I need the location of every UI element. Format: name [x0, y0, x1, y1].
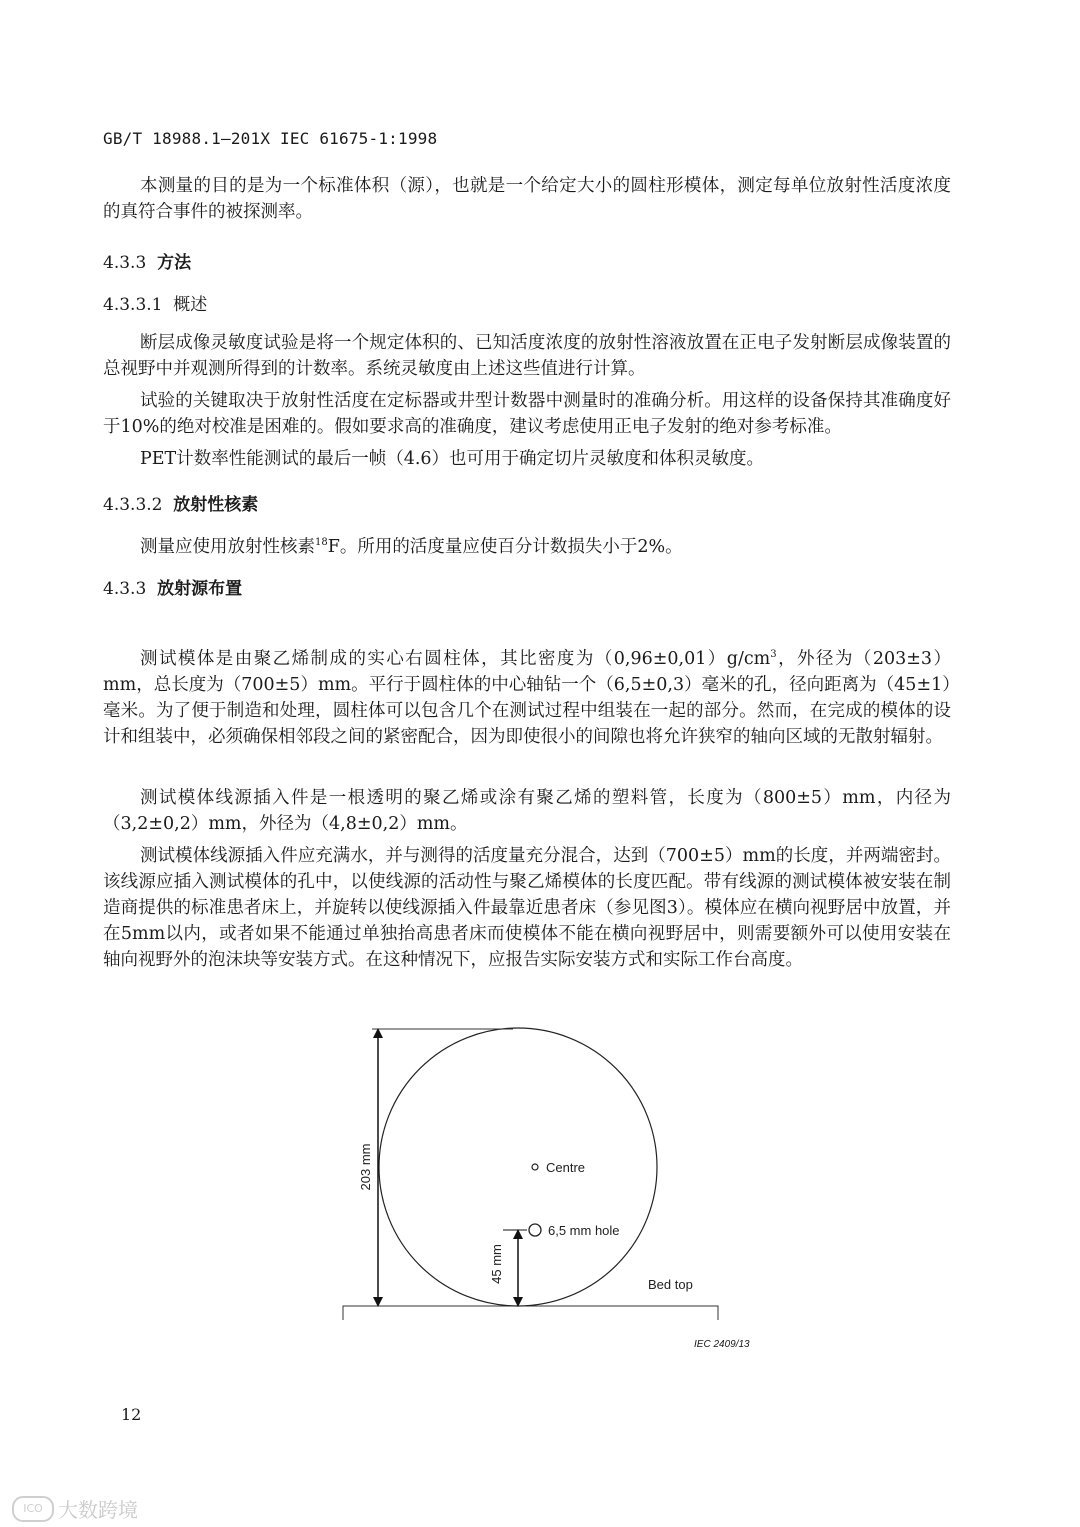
iec-figure-reference: IEC 2409/13 [694, 1339, 750, 1350]
source-paragraph-2: 测试模体线源插入件是一根透明的聚乙烯或涂有聚乙烯的塑料管，长度为（800±5）mm，内径为（3,2±0,2）mm，外径为（4,8±0,2）mm。 [103, 788, 951, 834]
heading-general [103, 290, 207, 315]
bed-rectangle [343, 1306, 718, 1320]
nuclide-text-a: 测量应使用放射性核素 [140, 536, 315, 557]
source-text-1a: 测试模体是由聚乙烯制成的实心右圆柱体，其比密度为（0,96±0,01）g/cm [140, 648, 771, 669]
heading-nuclide-number: 4.3.3.2 [103, 495, 163, 515]
heading-method [103, 248, 191, 273]
heading-method-number: 4.3.3 [103, 253, 147, 273]
radial-label: 45 mm [489, 1244, 504, 1284]
nuclide-paragraph [103, 530, 951, 560]
heading-nuclide-title: 放射性核素 [173, 495, 259, 515]
general-paragraph-3: PET计数率性能测试的最后一帧（4.6）也可用于确定切片灵敏度和体积灵敏度。 [140, 449, 765, 469]
watermark [12, 1494, 138, 1523]
heading-general-title: 概述 [173, 295, 208, 315]
hole-label: 6,5 mm hole [548, 1223, 620, 1238]
standard-header: GB/T 18988.1—201X IEC 61675-1:1998 [103, 129, 438, 148]
general-paragraph-2: 试验的关键取决于放射性活度在定标器或井型计数器中测量时的准确分析。用这样的设备保持其准确度好于10%的绝对校准是困难的。假如要求高的准确度，建议考虑使用正电子发射的绝对参考标准。 [103, 391, 951, 437]
diameter-label: 203 mm [358, 1143, 373, 1191]
phantom-figure [330, 1020, 730, 1320]
watermark-text: 大数跨境 [58, 1498, 138, 1522]
general-paragraph-1: 断层成像灵敏度试验是将一个规定体积的、已知活度浓度的放射性溶液放置在正电子发射断层成像装置的总视野中并观测所得到的计数率。系统灵敏度由上述这些值进行计算。 [103, 333, 951, 379]
source-paragraph-3: 测试模体线源插入件应充满水，并与测得的活度量充分混合，达到（700±5）mm的长度，并两端密封。该线源应插入测试模体的孔中，以使线源的活动性与聚乙烯模体的长度匹配。带有线源的测试模体被安装在制造商提供的标准患者床上，并旋转以使线源插入件最靠近患者床（参见图3）。模体应在横向视野居中放置，并在5mm以内，或者如果不能通过单独抬高患者床而使模体不能在横向视野居中，则需要额外可以使用安装在轴向视野外的泡沫块等安装方式。在这种情况下，应报告实际安装方式和实际工作台高度。 [103, 846, 951, 970]
source-paragraph-1 [103, 642, 951, 750]
page-number: 12 [121, 1405, 142, 1424]
heading-source [103, 574, 242, 599]
bed-top-label: Bed top [648, 1277, 693, 1292]
hole-marker-icon [529, 1224, 541, 1236]
source-text-1b: ，外径为（203±3）mm，总长度为（700±5）mm。平行于圆柱体的中心轴钻一个（6,5±0,3）毫米的孔，径向距离为（45±1）毫米。为了便于制造和处理，圆柱体可以包含几个在测试过程中组装在一起的部分。然而，在完成的模体的设计和组装中，必须确保相邻段之间的紧密配合，因为即使很小的间隙也将允许狭窄的轴向区域的无散射辐射。 [103, 648, 951, 747]
heading-method-title: 方法 [157, 253, 192, 273]
watermark-logo-icon: ICO [12, 1496, 54, 1522]
heading-source-number: 4.3.3 [103, 579, 147, 599]
heading-general-number: 4.3.3.1 [103, 295, 163, 315]
source-superscript: 3 [770, 649, 777, 660]
centre-marker-icon [532, 1164, 538, 1170]
centre-label: Centre [546, 1160, 586, 1175]
nuclide-superscript: 18 [315, 537, 328, 548]
nuclide-text-b: F。所用的活度量应使百分计数损失小于2%。 [327, 536, 683, 557]
intro-paragraph: 本测量的目的是为一个标准体积（源），也就是一个给定大小的圆柱形模体，测定每单位放射性活度浓度的真符合事件的被探测率。 [103, 176, 951, 222]
heading-source-title: 放射源布置 [157, 579, 243, 599]
heading-nuclide [103, 490, 258, 515]
